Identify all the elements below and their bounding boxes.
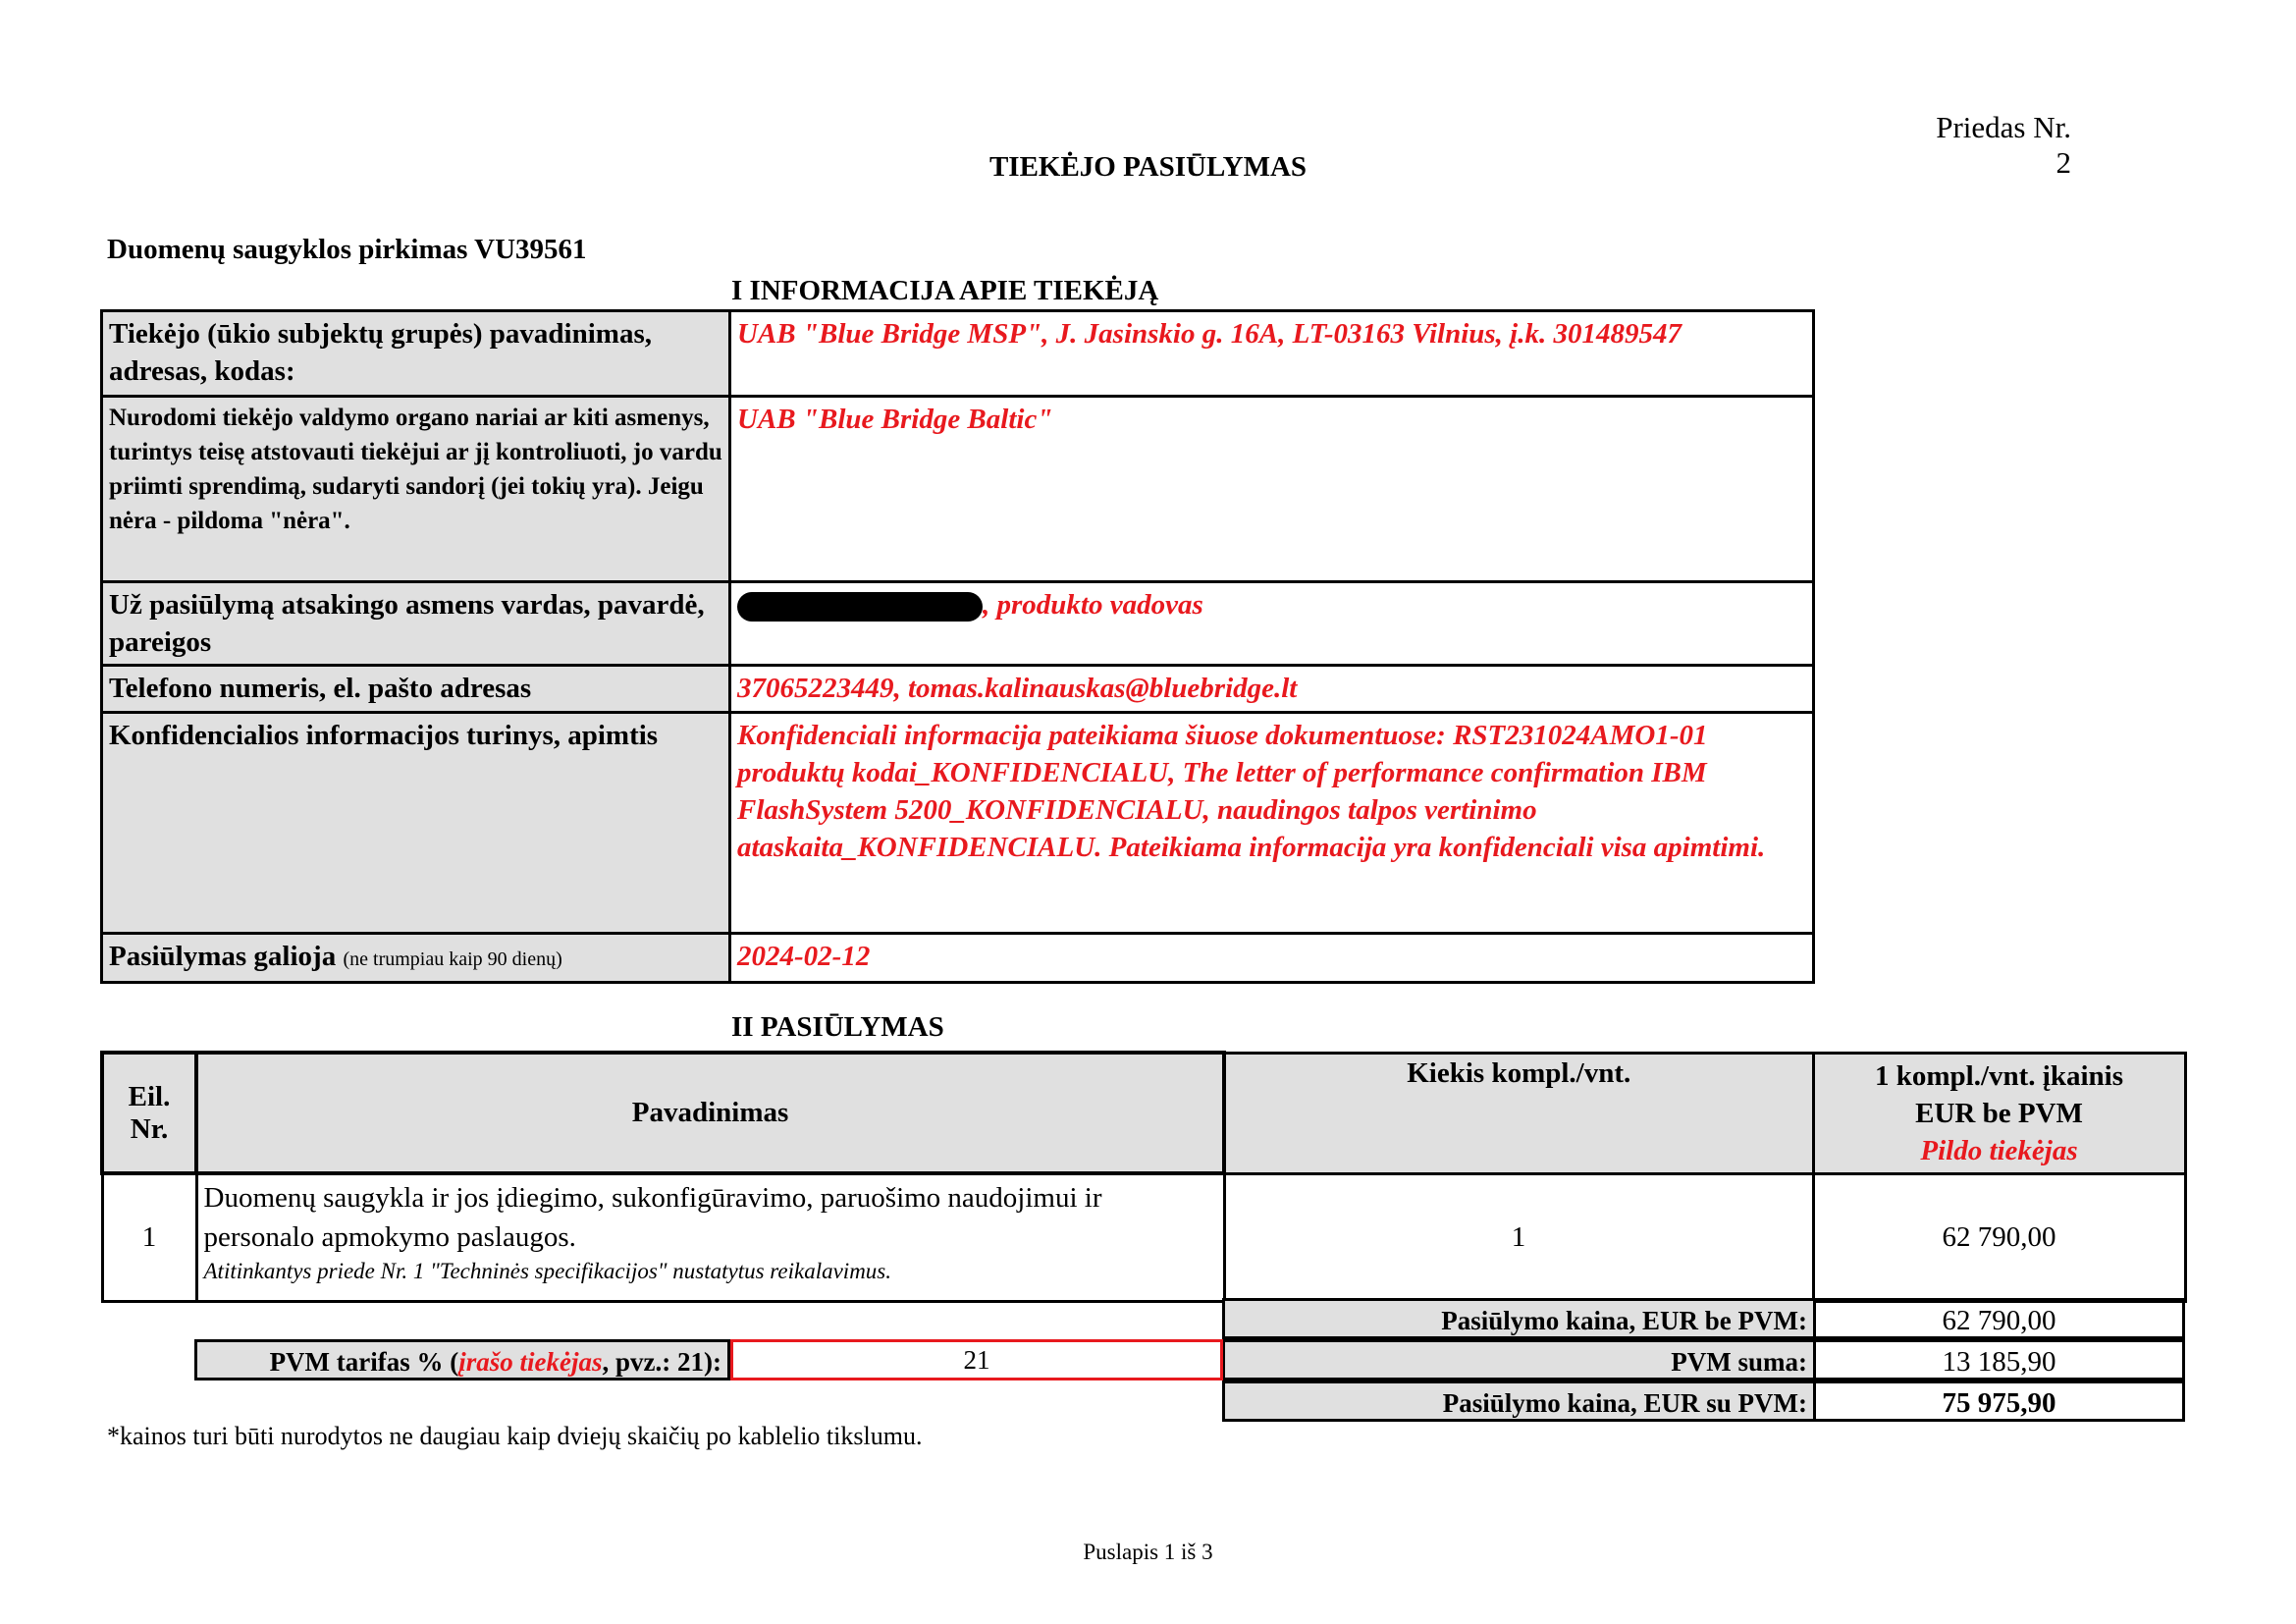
validity-label-text: Pasiūlymas galioja bbox=[109, 941, 337, 972]
validity-hint: (ne trumpiau kaip 90 dienų) bbox=[343, 948, 562, 970]
supplier-name-value: UAB "Blue Bridge MSP", J. Jasinskio g. 16A, LT-03163 Vilnius, į.k. 301489547 bbox=[730, 311, 1814, 397]
net-total-value: 62 790,00 bbox=[1813, 1298, 2185, 1339]
vat-rate-label-red: įrašo tiekėjas bbox=[458, 1347, 603, 1377]
supplier-name-label: Tiekėjo (ūkio subjektų grupės) pavadinimas, adresas, kodas: bbox=[102, 311, 730, 397]
col-header-unit-price bbox=[1813, 1053, 2185, 1173]
info-row-representatives bbox=[102, 397, 1814, 582]
offer-header-row bbox=[102, 1053, 2185, 1173]
col-header-number bbox=[102, 1053, 196, 1173]
representatives-value: UAB "Blue Bridge Baltic" bbox=[730, 397, 1814, 582]
item-name-cell bbox=[196, 1173, 1224, 1301]
item-unit-price: 62 790,00 bbox=[1813, 1173, 2185, 1301]
contact-person-value bbox=[730, 582, 1814, 666]
section-1-heading: I INFORMACIJA APIE TIEKĖJĄ bbox=[731, 275, 1159, 306]
item-quantity: 1 bbox=[1224, 1173, 1813, 1301]
table-row bbox=[102, 1173, 2185, 1301]
col-header-name: Pavadinimas bbox=[196, 1053, 1224, 1173]
contact-person-role: , produkto vadovas bbox=[983, 589, 1203, 621]
phone-email-label: Telefono numeris, el. pašto adresas bbox=[102, 666, 730, 713]
col-header-price-line2: EUR be PVM bbox=[1915, 1097, 2083, 1129]
validity-label bbox=[102, 934, 730, 983]
confidential-info-label: Konfidencialios informacijos turinys, apimtis bbox=[102, 713, 730, 934]
validity-value: 2024-02-12 bbox=[730, 934, 1814, 983]
contact-person-label: Už pasiūlymą atsakingo asmens vardas, pavardė, pareigos bbox=[102, 582, 730, 666]
phone-email-value: 37065223449, tomas.kalinauskas@bluebridge.lt bbox=[730, 666, 1814, 713]
item-number: 1 bbox=[102, 1173, 196, 1301]
page-number: Puslapis 1 iš 3 bbox=[1083, 1540, 1213, 1564]
footnote: *kainos turi būti nurodytos ne daugiau kaip dviejų skaičių po kablelio tikslumu. bbox=[107, 1422, 923, 1450]
section-2-heading: II PASIŪLYMAS bbox=[731, 1011, 944, 1043]
info-row-supplier bbox=[102, 311, 1814, 397]
confidential-info-value: Konfidenciali informacija pateikiama šiuose dokumentuose: RST231024AMO1-01 produktų kodai_KONFIDENCIALU, The letter of performance confirmation IBM FlashSystem 5200_KONFIDENCIALU, naudingos talpos vertinimo ataskaita_KONFIDENCIALU. Pateikiama informacija yra konfidenciali visa apimtimi. bbox=[730, 713, 1814, 934]
gross-total-value: 75 975,90 bbox=[1813, 1380, 2185, 1422]
gross-total-label: Pasiūlymo kaina, EUR su PVM: bbox=[1222, 1380, 1816, 1422]
representatives-label: Nurodomi tiekėjo valdymo organo nariai ar kiti asmenys, turintys teisę atstovauti tiekėjui ar jį kontroliuoti, jo vardu priimti sprendimą, sudaryti sandorį (jei tokių yra). Jeigu nėra - pildoma "nėra". bbox=[102, 397, 730, 582]
procurement-subject: Duomenų saugyklos pirkimas VU39561 bbox=[107, 234, 587, 265]
info-row-phone-email bbox=[102, 666, 1814, 713]
col-header-price-line3: Pildo tiekėjas bbox=[1920, 1134, 2078, 1166]
vat-rate-label-end: , pvz.: 21): bbox=[602, 1347, 721, 1377]
vat-rate-label-start: PVM tarifas % ( bbox=[269, 1347, 459, 1377]
col-header-price-line1: 1 kompl./vnt. įkainis bbox=[1874, 1059, 2124, 1092]
item-note: Atitinkantys priede Nr. 1 "Techninės specifikacijos" nustatytus reikalavimus. bbox=[203, 1259, 892, 1283]
annex-number: Priedas Nr. 2 bbox=[1936, 110, 2071, 180]
offer-table bbox=[100, 1051, 2187, 1303]
col-header-number-line2: Nr. bbox=[130, 1112, 169, 1145]
info-row-validity bbox=[102, 934, 1814, 983]
col-header-quantity: Kiekis kompl./vnt. bbox=[1224, 1053, 1813, 1173]
info-row-contact-person bbox=[102, 582, 1814, 666]
vat-sum-label: PVM suma: bbox=[1222, 1339, 1816, 1380]
item-name: Duomenų saugykla ir jos įdiegimo, sukonfigūravimo, paruošimo naudojimui ir personalo apmokymo paslaugos. bbox=[203, 1182, 1102, 1253]
supplier-info-table bbox=[100, 309, 1815, 984]
document-title: TIEKĖJO PASIŪLYMAS bbox=[988, 151, 1308, 183]
vat-rate-label bbox=[194, 1339, 730, 1380]
net-total-label: Pasiūlymo kaina, EUR be PVM: bbox=[1222, 1298, 1816, 1339]
vat-sum-value: 13 185,90 bbox=[1813, 1339, 2185, 1380]
col-header-number-line1: Eil. bbox=[128, 1080, 171, 1112]
vat-rate-input[interactable]: 21 bbox=[730, 1339, 1223, 1380]
redacted-name-mark bbox=[737, 592, 983, 622]
info-row-confidential bbox=[102, 713, 1814, 934]
